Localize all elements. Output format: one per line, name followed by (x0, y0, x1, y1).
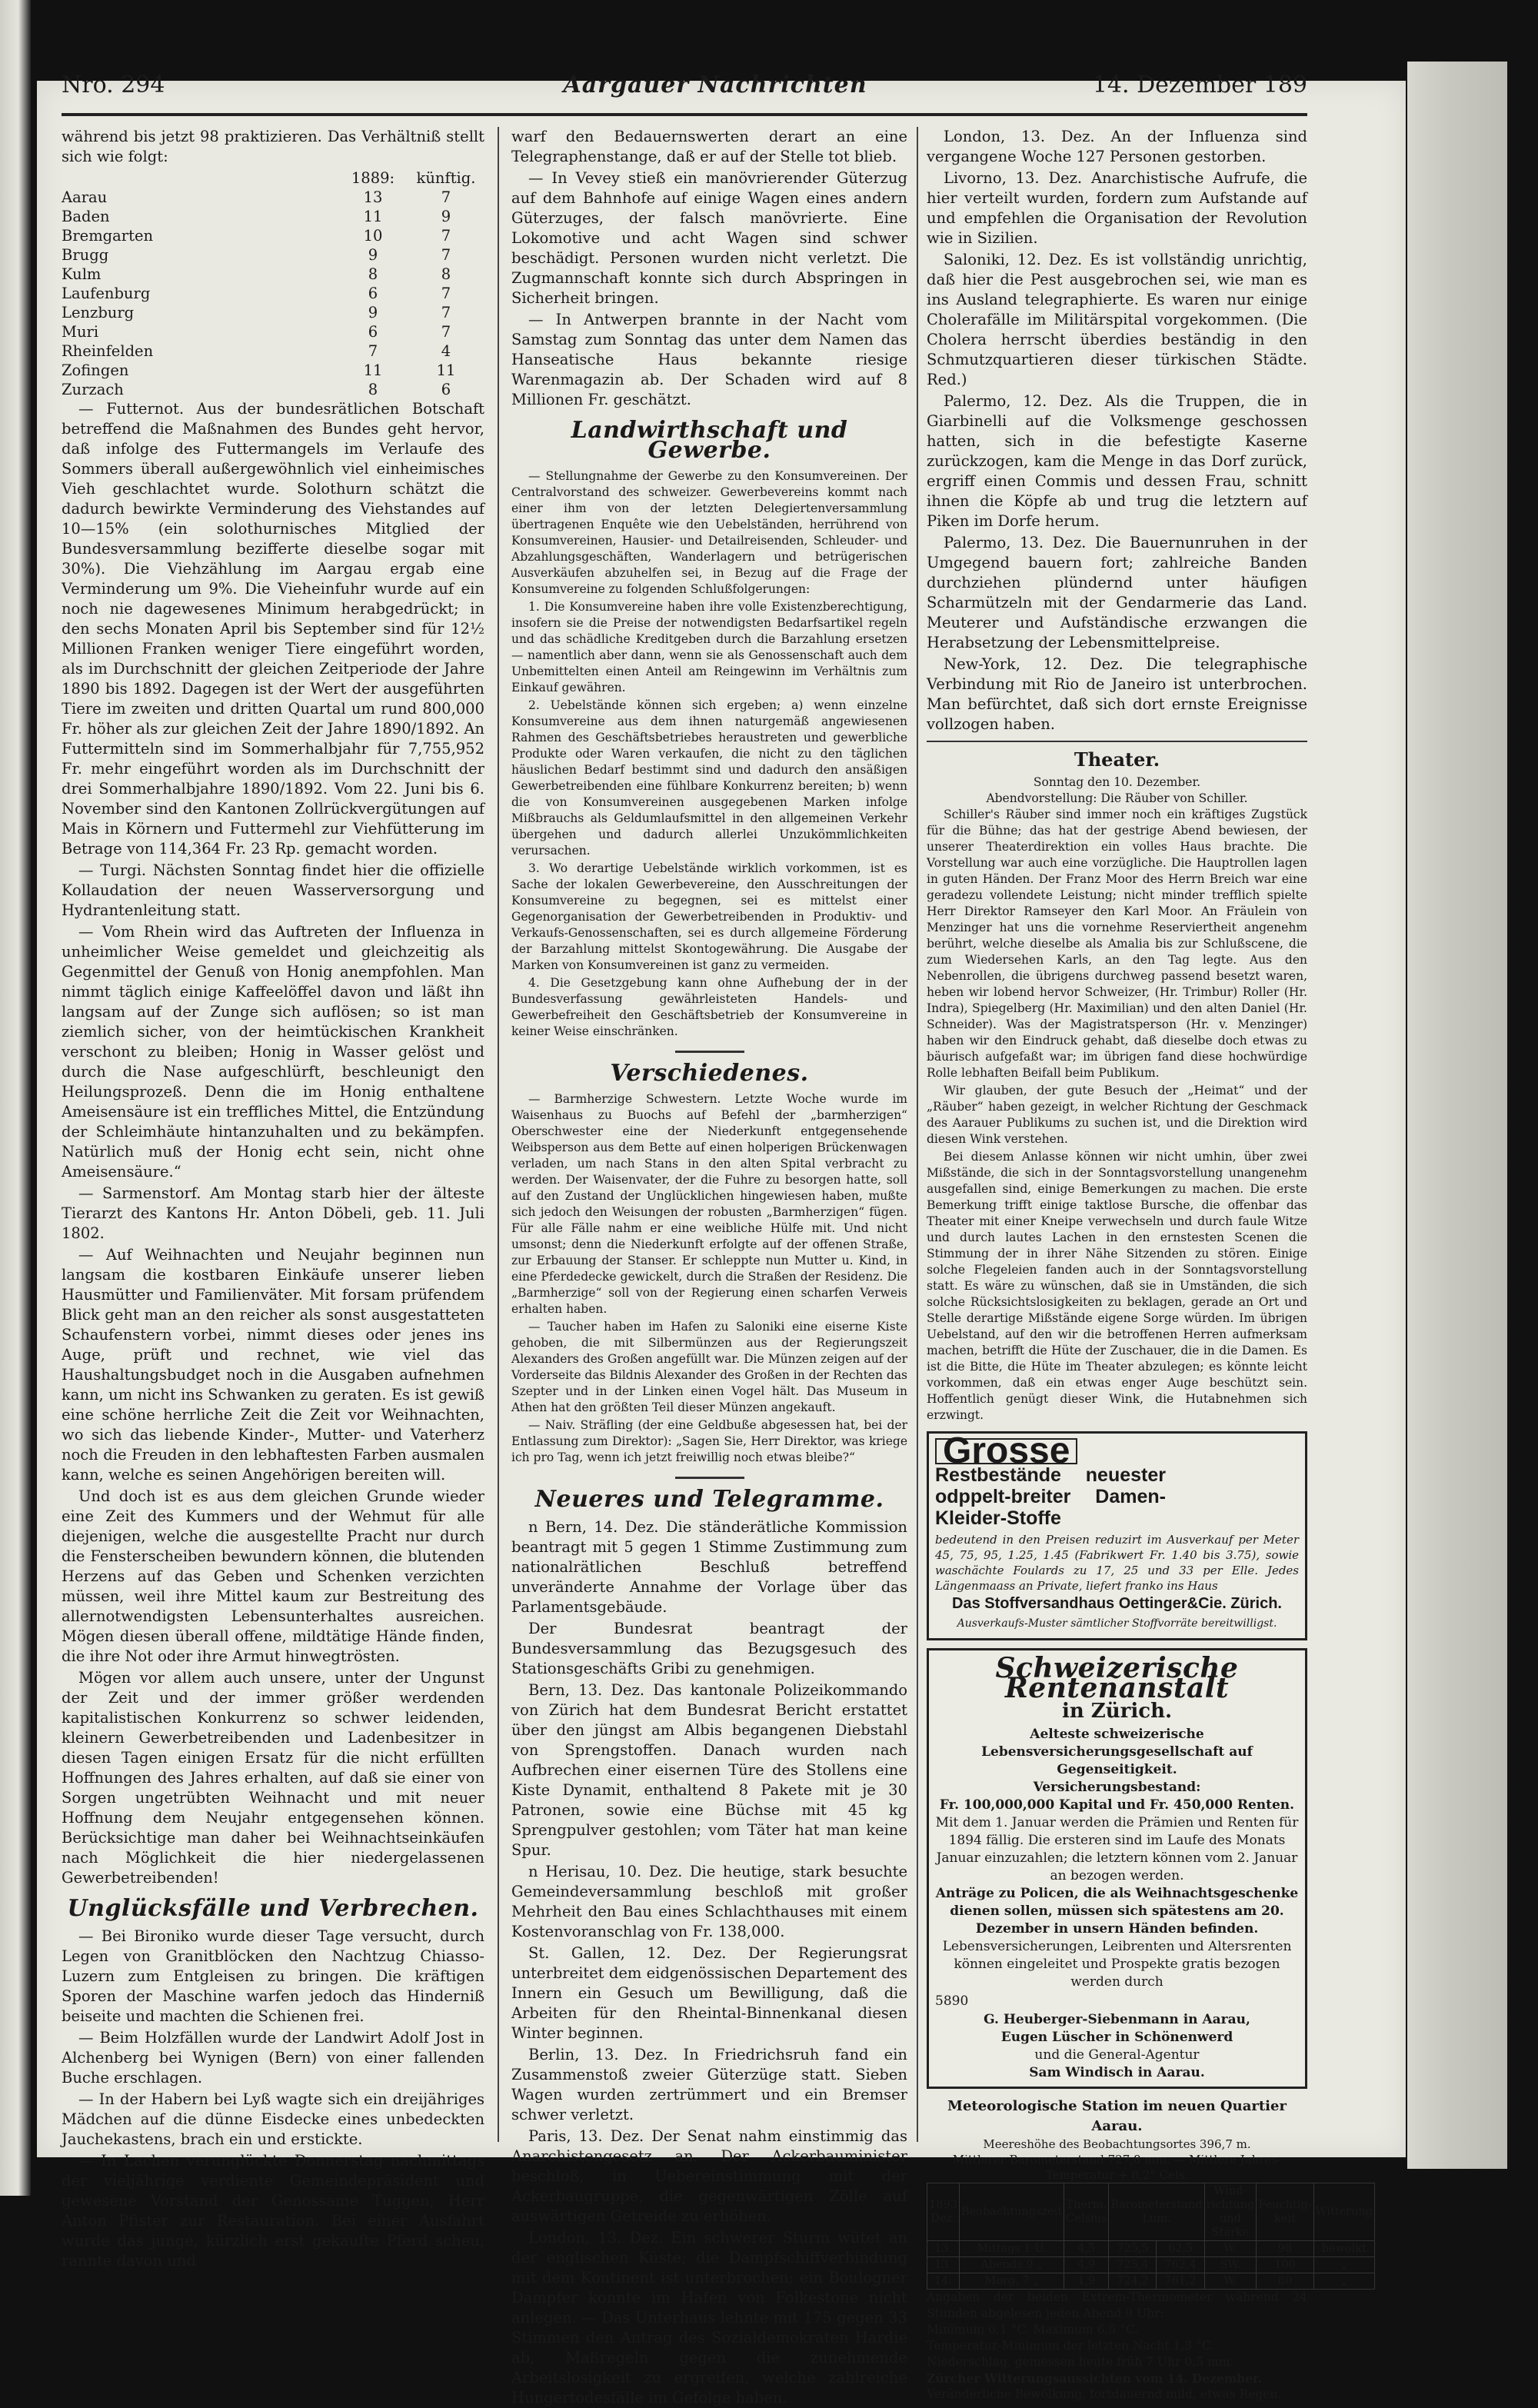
paragraph: Mögen vor allem auch unsere, unter der Ungunst der Zeit und der immer größer werdenden kapitalistischen Konkurrenz so schwer leidenden, kleinern Gewerbetreibenden und Ladenbesitzer in diesen Tagen einigen Ersatz für die nicht erfüllten Hoffnungen des Jahres erhalten, auf daß sie einer von Sorgen ungetrübten Weihnacht und mit neuer Hoffnung dem Neujahr entgegensehen können. Berücksichtige man daher bei Weihnachtseinkäufen nach Möglichkeit die hier niedergelassenen Gewerbetreibenden! (62, 1669, 484, 1887)
weather-cell: 725,5 (1109, 2241, 1157, 2257)
ad-title: Schweizerische Rentenanstalt (995, 1652, 1239, 1704)
table-cell: 7 (368, 342, 378, 360)
paragraph: — Auf Weihnachten und Neujahr beginnen nun langsam die kostbaren Einkäufe unserer lieben Hausmütter und Familienväter. Mit forsam prüfendem Blick geht man an den reicher als sonst ausgestatteten Schaufenstern vorbei, nimmt dieses oder jenes ins Auge, prüft und rechnet, wie viel das Haushaltungsbudget noch in die Ausgaben aufnehmen kann, um nicht ins Schwanken zu geraten. Es ist gewiß eine schöne herrliche Zeit die Zeit vor Weihnachten, wo sich das liebende Kinder-, Mutter- und Vaterherz noch die Freuden in den lebhaftesten Farben ausmalen kann, welche es seinen Angehörigen bereiten will. (62, 1246, 484, 1484)
table-header-row (62, 168, 484, 188)
table-row (62, 188, 484, 207)
section-heading: Neueres und Telegramme. (534, 1486, 884, 1513)
section-heading: Landwirthschaft und Gewerbe. (571, 417, 848, 464)
ad-firm: Das Stoffversandhaus Oettinger&Cie. Zürich. (952, 1595, 1282, 1612)
table-cell: Aarau (62, 188, 108, 206)
ad-footer: Ausverkaufs-Muster sämtlicher Stoffvorräte bereitwilligst. (957, 1617, 1277, 1630)
table-cell: Muri (62, 323, 99, 341)
paragraph: — Taucher haben im Hafen zu Saloniki eine eiserne Kiste gehoben, die mit Silbermünzen aus der Regierungszeit Alexanders des Großen angefüllt war. Die Münzen zeigen auf der Vorderseite das Bildnis Alexander des Großen in der Rechten das Szepter und in der Linken einen Vogel hält. Das Museum in Athen hat den größten Teil dieser Münzen angekauft. (511, 1320, 908, 1414)
weather-line: Mittlerer Barometerstand 727,8 mm. — Mittlere Jahres-Temperatur + 8,2° Cels. (952, 2153, 1282, 2182)
paragraph: Bern, 13. Dez. Das kantonale Polizeikommando von Zürich hat dem Bundesrat Bericht erstattet über den jüngst am Albis begangenen Diebstahl von Sprengstoffen. Danach wurden nach Aufbrechen einer eisernen Türe des Stollens eine Kiste Dynamit, enthaltend 8 Pakete mit je 30 Patronen, sowie eine Büchse mit 45 kg Sprengpulver gestohlen; vom Täter hat man keine Spur. (511, 1681, 907, 1859)
weather-cell: „ (1313, 2257, 1374, 2273)
advertisement-fabrics (927, 1431, 1307, 1640)
weather-cell: 80 (1257, 2273, 1313, 2290)
paragraph: 1. Die Konsumvereine haben ihre volle Existenzberechtigung, insofern sie die Preise der notwendigsten Bedarfsartikel regeln und das schädliche Kreditgeben durch die Barzahlung ersetzen — namentlich aber dann, wenn sie als Genossenschaft auch dem Unbemittelten einen Anteil am Reingewinn im Verhältnis zum Einkauf gewähren. (511, 600, 907, 694)
paragraph: — Barmherzige Schwestern. Letzte Woche wurde im Waisenhaus zu Buochs auf Befehl der „barmherzigen“ Oberschwester eine der Niederkunft entgegensehende Weibsperson aus dem Bette auf einen holperigen Brückenwagen verladen, um nach Stans in den alten Spital verbracht zu werden. Der Waisenvater, der die Fuhre zu besorgen hatte, soll auf den Zustand der Unglücklichen hingewiesen haben, mußte sich jedoch den Weisungen der robusten „Barmherzigen“ fügen. Für alle Fälle nahm er eine weibliche Hülfe mit. Und nicht umsonst; denn die Niederkunft erfolgte auf der offenen Straße, zur Erbauung der Stanser. Er schleppte nun Mutter u. Kind, in eine Pferdedecke gewickelt, durch die Straßen der Residenz. Die „Barmherzige“ soll von der Regierung einen scharfen Verweis erhalten haben. (511, 1092, 907, 1316)
table-cell: 9 (368, 304, 378, 321)
table-cell: 8 (368, 381, 378, 398)
paragraph: London, 13. Dez. An der Influenza sind vergangene Woche 127 Personen gestorben. (927, 128, 1307, 165)
weather-row (927, 2257, 1375, 2273)
weather-cell: 724,2 (1109, 2273, 1157, 2290)
column-2 (511, 127, 908, 2406)
weather-header-cell: Witterung (1313, 2183, 1374, 2241)
weather-cell: SW. (1204, 2257, 1257, 2273)
table-cell: Kulm (62, 265, 102, 283)
table-cell: 7 (441, 227, 451, 245)
table-row (62, 322, 484, 341)
weather-cell: Mittags 1 U. (959, 2241, 1064, 2257)
paragraph: St. Gallen, 12. Dez. Der Regierungsrat unterbreitet dem eidgenössischen Departement des Innern ein Gesuch um Bewilligung, daß die Arbeiten für den Rheintal-Binnenkanal diesen Winter beginnen. (511, 1944, 907, 2042)
table-row (62, 207, 484, 226)
table-cell: 8 (368, 265, 378, 283)
section-heading: Verschiedenes. (610, 1060, 809, 1087)
newspaper-title: Aargauer Nachrichten (563, 72, 867, 98)
table-cell: Laufenburg (62, 285, 151, 302)
weather-header-cell: 1893 Dez. (927, 2183, 960, 2241)
header-rule (62, 113, 1307, 116)
paragraph: Und doch ist es aus dem gleichen Grunde wieder eine Zeit des Kummers und der Wehmut für alle diejenigen, welche die ausgestellte Pracht nur durch die Fensterscheiben bewundern können, die blutenden Herzens auf das Geben und Schenken verzichten müssen, weil ihre Mittel kaum zur Bestreitung des allernotwendigsten Lebensunterhaltes ausreichen. Mögen diesen überall offene, mildtätige Hände finden, die ihre Not oder ihre Armut hinwegtrösten. (62, 1487, 484, 1665)
table-cell: 11 (363, 361, 383, 379)
weather-cell: 98 (1257, 2241, 1313, 2257)
ad-line: Fr. 100,000,000 Kapital und Fr. 450,000 Renten. (939, 1797, 1295, 1813)
advertisement-rentenanstalt (927, 1648, 1307, 2089)
issue-date: 14. Dezember 189 (1092, 72, 1307, 98)
weather-cell: 761,2 (1157, 2273, 1204, 2290)
table-header-cell: 1889: (351, 169, 395, 187)
weather-cell: 13. (927, 2241, 960, 2257)
issue-number: Nro. 294 (62, 72, 165, 98)
ad-number: 5890 (935, 1993, 969, 2009)
ad-line: und die General-Agentur (1034, 2047, 1200, 2063)
page-header (62, 72, 1307, 110)
scan-left-edge (0, 0, 31, 2196)
scan-right-edge (1407, 62, 1507, 2169)
paragraph: Palermo, 13. Dez. Die Bauernunruhen in der Umgegend bauern fort; zahlreiche Banden durchziehen plündernd unter häufigen Scharmützeln mit der Gendarmerie das Land. Meuterer und Aufständische erzwangen die Herabsetzung der Lebensmittelpreise. (927, 534, 1307, 651)
ad-subtitle: in Zürich. (1061, 1700, 1173, 1723)
weather-notes (927, 2290, 1307, 2403)
section-heading: Unglücksfälle und Verbrechen. (67, 1895, 479, 1922)
table-row (62, 226, 484, 245)
weather-header-cell: Beobachtungszeit (959, 2183, 1064, 2241)
weather-cell: 4,9 (1064, 2257, 1109, 2273)
paragraph: n Bern, 14. Dez. Die ständerätliche Kommission beantragt mit 5 gegen 1 Stimme Zustimmung zum nationalrätlichen Beschluß betreffend unveränderte Annahme der Vorlage über das Parlamentsgebäude. (511, 1518, 907, 1616)
ad-line: Sam Windisch in Aarau. (1029, 2065, 1205, 2080)
paragraph: warf den Bedauernswerten derart an eine Telegraphenstange, daß er auf der Stelle tot blieb. (511, 128, 907, 165)
paragraph: — Futternot. Aus der bundesrätlichen Botschaft betreffend die Maßnahmen des Bundes geht hervor, daß infolge des Futtermangels im Verlaufe des Sommers überall außergewöhnlich viel einheimisches Vieh geschlachtet wurde. Solothurn schätzt die dadurch bewirkte Verminderung des Viehstandes auf 10—15% (ein solothurnisches Mitglied der Bundesversammlung bezifferte dieselbe sogar mit 30%). Die Viehzählung im Aargau ergab eine Verminderung um 9%. Die Vieheinfuhr wurde auf ein noch nie dagewesenes Minimum herabgedrückt; in den sechs Monaten April bis September sind für 12½ Millionen Franken weniger Tiere eingeführt worden, als im Durchschnitt der gleichen Zeitperiode der Jahre 1890 bis 1892. Dagegen ist der Wert der ausgeführten Tiere im zweiten und dritten Quartal um rund 800,000 Fr. höher als zur gleichen Zeit der Jahre 1890/1892. An Futtermitteln sind im Sommerhalbjahr für 7,755,952 Fr. mehr eingeführt worden als im Durchschnitt der drei Sommerhalbjahre 1890/1892. Vom 22. Juni bis 6. November sind den Kantonen Zollrückvergütungen auf Mais in Körnern und Futtermehl zur Viehfütterung im Betrage von 114,364 Fr. 23 Rp. gemacht worden. (62, 400, 484, 858)
theater-date: Sonntag den 10. Dezember. (1033, 775, 1201, 789)
table-cell: Rheinfelden (62, 342, 154, 360)
table-cell: 7 (441, 246, 451, 264)
table-cell: 10 (363, 227, 383, 245)
table-cell: 8 (441, 265, 451, 283)
paragraph: New-York, 12. Dez. Die telegraphische Verbindung mit Rio de Janeiro ist unterbrochen. Man befürchtet, daß sich dort ernste Ereignisse vollzogen haben. (927, 655, 1307, 733)
weather-title: Meteorologische Station im neuen Quartier Aarau. (947, 2098, 1287, 2134)
section-heading: Theater. (1074, 748, 1160, 771)
paragraph: Bei diesem Anlasse können wir nicht umhin, über zwei Mißstände, die sich in der Sonntagsvorstellung unangenehm ausgefallen sind, einige Bemerkungen zu machen. Die erste Bemerkung trifft einige taktlose Bursche, die offenbar das Theater mit einer Kneipe verwechseln und durch faule Witze und durch lautes Lachen in den ernstesten Scenen die Stimmung der in ihrer Nähe Sitzenden zu stören. Einige solche Flegeleien fanden auch in der Sonntagsvorstellung statt. Es wäre zu wünschen, daß sie in Umständen, die sich solche Rücksichtslosigkeiten zu beklagen, gerade an Ort und Stelle derartige Mißstände eigene Sorge würden. Im übrigen Uebelstand, auf den wir die betroffenen Herren aufmerksam machen, betrifft die Hüte der Zuschauer, die in die Damen. Es ist die Bitte, die Hüte im Theater abzulegen; es könnte leicht vorkommen, daß ein etwas enger Auge beschützt sein. Hoffentlich genügt dieser Wink, die Hutabnehmen sich erzwingt. (927, 1150, 1307, 1422)
ad-line: Eugen Lüscher in Schönenwerd (1000, 2030, 1233, 2045)
paragraph: Saloniki, 12. Dez. Es ist vollständig unrichtig, daß hier die Pest ausgebrochen sei, wie man es ins Ausland telegraphierte. Es waren nur einige Cholerafälle im Militärspital vorgekommen. (Die Cholera herrscht überdies beständig in den Schmutzquartieren dieser türkischen Städte. Red.) (927, 251, 1307, 388)
weather-cell: 62,5 (1157, 2241, 1204, 2257)
table-row (62, 341, 484, 361)
table-cell: 7 (441, 304, 451, 321)
weather-cell: 100 (1257, 2257, 1313, 2273)
table-cell: Brugg (62, 246, 109, 264)
table-cell: Baden (62, 208, 110, 225)
section-separator (675, 1477, 744, 1479)
paragraph: Schiller's Räuber sind immer noch ein kräftiges Zugstück für die Bühne; das hat der gestrige Abend bewiesen, der unserer Theaterdirektion ein volles Haus brachte. Die Vorstellung war auch eine vorzügliche. Die Hauptrollen lagen in guten Händen. Der Franz Moor des Herrn Breich war eine geradezu vollendete Leistung; nicht minder trefflich spielte Herr Direktor Ramseyer den Karl Moor. An Fräulein von Menzinger hat uns die vornehme Reserviertheit angenehm berührt, welche dieselbe als Amalia bis zur Schlußscene, die zum Wiedersehen Karls, an den Tag legte. Aus den Nebenrollen, die übrigens durchweg passend besetzt waren, heben wir lobend hervor Schweizer, (Hr. Trimbur) Roller (Hr. Indra), Spiegelberg (Hr. Maximilian) und den alten Daniel (Hr. Schneider). Was der Magistratsperson (Hr. v. Menzinger) haben wir den Eindruck gehabt, daß dieselbe doch etwas zu bäurisch aufgefaßt war; im übrigen fand diese hochwürdige Rolle lebhaften Beifall beim Publikum. (927, 808, 1307, 1080)
weather-cell: 13. (927, 2257, 960, 2273)
ad-body: bedeutend in den Preisen reduzirt im Ausverkauf per Meter 45, 75, 95, 1.25, 1.45 (Fabrikwert Fr. 1.40 bis 3.75), sowie waschächte Foulards zu 17, 25 und 33 per Elle. Jedes Längenmaass an Private, liefert franko ins Haus (935, 1533, 1299, 1593)
ad-line: Anträge zu Policen, die als Weihnachtsgeschenke dienen sollen, müssen sich spätestens am 20. Dezember in unsern Händen befinden. (935, 1886, 1299, 1937)
weather-row (927, 2241, 1375, 2257)
table-cell: 6 (368, 323, 378, 341)
table-row (62, 284, 484, 303)
weather-row (927, 2273, 1375, 2290)
weather-header-cell: Barometerstand Lum. (1109, 2183, 1204, 2241)
table-cell: 7 (441, 188, 451, 206)
table-header-cell: künftig. (416, 169, 476, 187)
weather-note: Zürcher Witterungsaussichten vom 14. Dezember. (927, 2371, 1263, 2386)
table-cell: 11 (363, 208, 383, 225)
column-1 (62, 127, 484, 2270)
table-cell: 9 (368, 246, 378, 264)
paragraph: London, 13. Dez. Ein schwerer Sturm wütet an der englischen Küste; die Dampfschiffverbindung mit dem Kontinent ist unterbrochen; ein Boulogner Dampfer konnte im Hafen von Folkestone nicht anlegen. — Das Unterhaus lehnte mit 175 gegen 33 Stimmen den Antrag des Sozialdemokraten Hardie ab, Maßregeln gegen die zunehmende Arbeitslosigkeit zu ergreifen, welche zahlreiche Hungertodesfälle im Gefolge haben. (511, 2229, 907, 2406)
table-row (62, 265, 484, 284)
ad-headline-word: Grosse (935, 1438, 1077, 1464)
weather-line: Meereshöhe des Beobachtungsortes 396,7 m. (983, 2137, 1251, 2151)
table-row (62, 245, 484, 265)
weather-cell: W. (1204, 2241, 1257, 2257)
paragraph: — Sarmenstorf. Am Montag starb hier der älteste Tierarzt des Kantons Hr. Anton Döbeli, geb. 11. Juli 1802. (62, 1184, 484, 1242)
table-cell: Zofingen (62, 361, 129, 379)
paragraph: — Vom Rhein wird das Auftreten der Influenza in unheimlicher Weise gemeldet und gleichzeitig als Gegenmittel der Genuß von Honig anempfohlen. Man nimmt täglich einige Kaffeelöffel davon und läßt ihn langsam auf der Zunge sich auflösen; so ist man ziemlich sicher, von der heimtückischen Krankheit verschont zu bleiben; Honig in Wasser gelöst und durch die Nase aufgeschlürft, beschleunigt den Heilungsprozeß. Denn die im Honig enthaltene Ameisensäure ist ein treffliches Mittel, die Entzündung der Schleimhäute hintanzuhalten und zu bekämpfen. Natürlich muß der Honig echt sein, nicht ohne Ameisensäure.“ (62, 923, 484, 1181)
weather-cell: 14. (927, 2273, 960, 2290)
weather-note: Angaben der beiden Extrem-Thermometer während 24 Stunden abgelesen jeden Abend 9 Uhr: (927, 2290, 1307, 2320)
section-separator (675, 1051, 744, 1053)
paragraph: — In Vevey stieß ein manövrierender Güterzug auf dem Bahnhofe auf einige Wagen eines andern Güterzuges, der falsch manövrierte. Eine Lokomotive und acht Wagen sind schwer beschädigt. Personen wurden nicht verletzt. Die Zugmannschaft konnte sich durch Abspringen in Sicherheit bringen. (511, 169, 907, 307)
weather-note: Veränderliche Bewölkung, fortdauernd mild, etwas Regen. (927, 2387, 1282, 2401)
weather-table (927, 2183, 1375, 2290)
weather-header-cell: Therm. Celsius (1064, 2183, 1109, 2241)
weather-cell: W. (1204, 2273, 1257, 2290)
table-row (62, 361, 484, 380)
table-cell: 4 (441, 342, 451, 360)
table-cell: Zurzach (62, 381, 124, 398)
table-cell: Lenzburg (62, 304, 135, 321)
paragraph: — Bei Bironiko wurde dieser Tage versucht, durch Legen von Granitblöcken den Nachtzug Chiasso-Luzern zum Entgleisen zu bringen. Die kräftigen Sporen der Maschine warfen jedoch das Hinderniß beiseite und machten die Schienen frei. (62, 1927, 484, 2025)
weather-cell: 1,9 (1064, 2273, 1109, 2290)
weather-header-cell: Feuchtig-keit (1257, 2183, 1313, 2241)
weather-cell: 4,5 (1064, 2241, 1109, 2257)
paragraph: Livorno, 13. Dez. Anarchistische Aufrufe, die hier verteilt wurden, fordern zum Aufstande auf und empfehlen die Organisation der Revolution wie in Sizilien. (927, 169, 1307, 247)
paragraph: Der Bundesrat beantragt der Bundesversammlung das Bezugsgesuch des Stationsgeschäfts Gribi zu genehmigen. (511, 1620, 907, 1677)
table-cell: 6 (441, 381, 451, 398)
paragraph: — Stellungnahme der Gewerbe zu den Konsumvereinen. Der Centralvorstand des schweizer. Gewerbevereins kommt nach einer ihm von der letzten Delegiertenversammlung übertragenen Enquête wie den Uebelständen, herrührend von Konsumvereinen, Hausier- und Detailreisenden, Schleuder- und Abzahlungsgeschäften, Wanderlagern und betrügerischen Ausverkäufen abzuhelfen sei, in Bezug auf die Frage der Konsumvereine zu folgenden Schlußfolgerungen: (511, 469, 907, 596)
table-row (62, 303, 484, 322)
theater-program: Abendvorstellung: Die Räuber von Schiller. (986, 791, 1248, 805)
paragraph: — Naiv. Sträfling (der eine Geldbuße abgesessen hat, bei der Entlassung zum Direktor): „Sagen Sie, Herr Direktor, was kriege ich pro Tag, wenn ich jetzt freiwillig noch etwas bleibe?“ (511, 1418, 907, 1464)
paragraph: n Herisau, 10. Dez. Die heutige, stark besuchte Gemeindeversammlung beschloß mit großer Mehrheit den Bau eines Schlachthauses mit einem Kostenvoranschlag von Fr. 138,000. (511, 1863, 907, 1940)
paragraph: Palermo, 12. Dez. Als die Truppen, die in Giarbinelli auf die Volksmenge geschossen hatten, sich in die befestigte Kaserne zurückzogen, kam die Menge in das Dorf zurück, ergriff einen Commis und dessen Frau, schnitt ihnen die Köpfe ab und trug die letztern auf Piken im Dorfe herum. (927, 392, 1307, 530)
weather-cell: Abends 9 „ (959, 2257, 1064, 2273)
weather-note: Minimum 0,1 °C. Maximum 6,5 °C. (927, 2323, 1139, 2336)
weather-note: Temperatur-Minimum der letzten Nacht 1,3 °C. (927, 2339, 1215, 2353)
paragraph: 4. Die Gesetzgebung kann ohne Aufhebung der in der Bundesverfassung gewährleisteten Handels- und Gewerbefreiheit den Geschäftsbetrieb der Konsumvereine in keiner Weise einschränken. (511, 976, 907, 1038)
ad-line: Lebensversicherungen, Leibrenten und Altersrenten können eingeleitet und Prospekte gratis bezogen werden durch (942, 1939, 1292, 1990)
column-3 (927, 127, 1373, 2401)
paragraph: 2. Uebelstände können sich ergeben; a) wenn einzelne Konsumvereine aus dem ihnen naturgemäß angewiesenen Rahmen des Geschäftsbetriebes heraustreten und gewerbliche Produkte oder Waren verkaufen, die nicht zu den täglichen häuslichen Bedarf bestimmt sind und dadurch den ansäßigen Gewerbetreibenden eine fühlbare Konkurrenz bereiten; b) wenn die von Konsumvereinen ausgegebenen Marken infolge Mißbrauchs als Geldumlaufsmittel in den allgemeinen Verkehr übergehen und dadurch allerlei Unzukömmlichkeiten verursachen. (511, 698, 907, 858)
district-table (62, 168, 484, 399)
ad-line: Aelteste schweizerische Lebensversicherungsgesellschaft auf Gegenseitigkeit. (981, 1727, 1253, 1777)
paragraph: Wir glauben, der gute Besuch der „Heimat“ und der „Räuber“ haben gezeigt, in welcher Richtung der Geschmack des Aarauer Publikums zu suchen ist, und die Direktion wird diesen Wink verstehen. (927, 1084, 1307, 1146)
paragraph: — Beim Holzfällen wurde der Landwirt Adolf Jost in Alchenberg bei Wynigen (Bern) von einer fallenden Buche erschlagen. (62, 2029, 484, 2087)
table-cell: 6 (368, 285, 378, 302)
paragraph: Berlin, 13. Dez. In Friedrichsruh fand ein Zusammenstoß zweier Güterzüge statt. Sieben Wagen wurden zertrümmert und ein Bremser schwer verletzt. (511, 2046, 907, 2123)
weather-header-cell: Wind-richtung und Stärke (1204, 2183, 1257, 2241)
table-cell: 11 (436, 361, 456, 379)
section-separator (927, 741, 1307, 742)
weather-report (927, 2097, 1373, 2403)
column-divider (917, 127, 918, 2142)
paragraph: während bis jetzt 98 praktizieren. Das Verhältniß stellt sich wie folgt: (62, 128, 484, 165)
paragraph: — Turgi. Nächsten Sonntag findet hier die offizielle Kollaudation der neuen Wasserversorgung und Hydrantenleitung statt. (62, 861, 484, 919)
weather-cell: 762,4 (1157, 2257, 1204, 2273)
table-cell: 7 (441, 285, 451, 302)
table-cell: Bremgarten (62, 227, 154, 245)
paragraph: — In Antwerpen brannte in der Nacht vom Samstag zum Sonntag das unter dem Namen das Hanseatische Haus bekannte riesige Warenmagazin ab. Der Schaden wird auf 8 Millionen Fr. geschätzt. (511, 311, 907, 408)
table-cell: 13 (363, 188, 383, 206)
ad-line: G. Heuberger-Siebenmann in Aarau, (984, 2012, 1250, 2027)
ad-line: Mit dem 1. Januar werden die Prämien und Renten für 1894 fällig. Die ersteren sind im Laufe des Monats Januar einzuzahlen; die letztern können vom 2. Januar an bezogen werden. (935, 1815, 1299, 1883)
weather-cell: bewölkt (1313, 2241, 1374, 2257)
table-cell: 9 (441, 208, 451, 225)
paragraph: Paris, 13. Dez. Der Senat nahm einstimmig das Anarchistengesetz an. Der Ackerbauminister beschloß, in Uebereinstimmung mit der Ackerbaugruppe, die gegenwärtigen Zölle auf auswärtigen Getreide zu erhöhen. (511, 2127, 907, 2225)
paragraph: — In Lachen verunglückte Donnerstag nachmittags der vieljährige verdiente Gemeindepräsident und gewesene Vorstand der Genossame Tuggen, Herr Anton Pfister zur Restauration. Bei einer Ausfahrt wurde das junge, kürzlich erst gekaufte Pferd scheu, rannte davon und (62, 2152, 484, 2270)
weather-note: Niederschlag, gemessen heute früh 7 Uhr 0,5 mm. (927, 2355, 1234, 2369)
weather-header-row (927, 2183, 1375, 2241)
table-row (62, 380, 484, 399)
weather-cell: 725,4 (1109, 2257, 1157, 2273)
ad-line: Versicherungsbestand: (1033, 1780, 1201, 1795)
weather-cell: „ (1313, 2273, 1374, 2290)
table-cell: 7 (441, 323, 451, 341)
ad-headline: Restbestände neuester odppelt-breiter Damen-Kleider-Stoffe (935, 1464, 1166, 1529)
paragraph: — In der Habern bei Lyß wagte sich ein dreijähriges Mädchen auf die dünne Eisdecke eines unbedeckten Jauchekastens, brach ein und erstickte. (62, 2090, 484, 2148)
paragraph: 3. Wo derartige Uebelstände wirklich vorkommen, ist es Sache der lokalen Gewerbevereine, den Ausschreitungen der Konsumvereine zu begegnen, sei es mittelst einer Gegenorganisation der Gewerbetreibenden in Produktiv- und Verkaufs-Genossenschaften, sei es durch allgemeine Förderung der Barzahlung mittelst Skontogewährung. Die Ausgabe der Marken von Konsumvereinen ist ganz zu vermeiden. (511, 861, 907, 972)
column-divider (498, 127, 499, 2142)
weather-cell: Morg. 7 „ (959, 2273, 1064, 2290)
